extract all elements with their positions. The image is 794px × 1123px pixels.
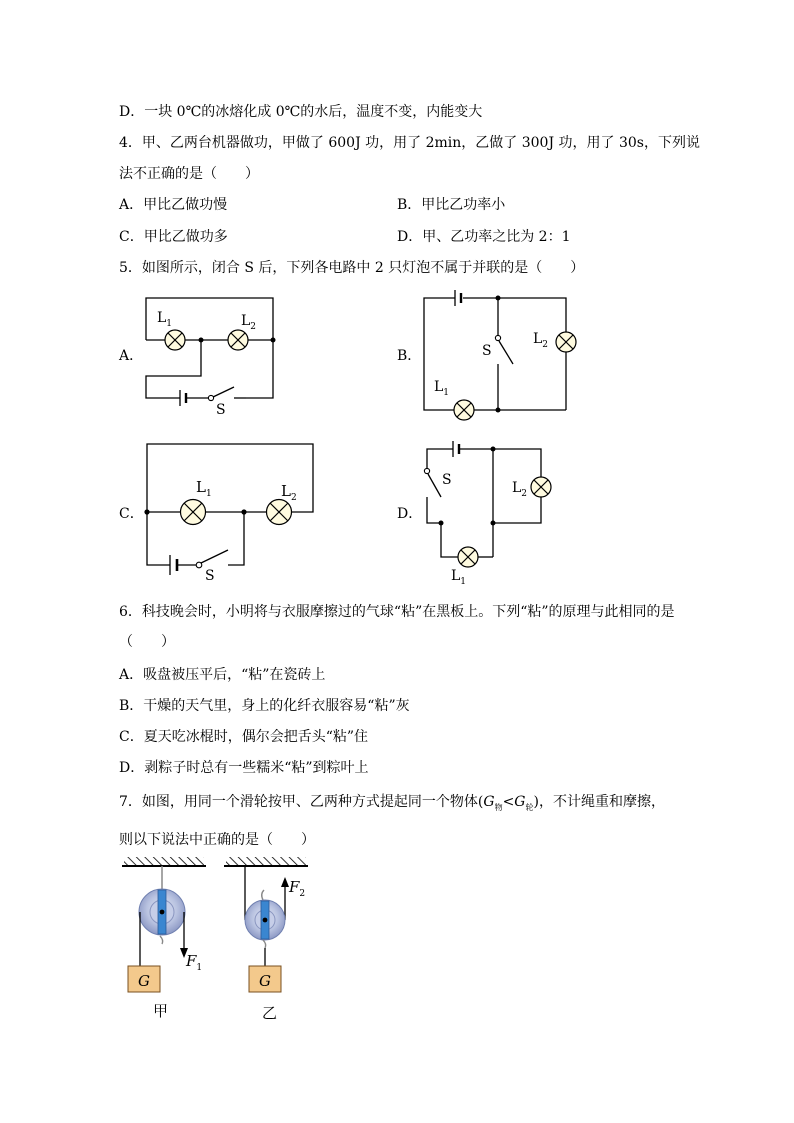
q6-option-d: D．剥粽子时总有一些糯米“粘”到粽叶上 xyxy=(119,760,369,776)
label-c-l2: $L_2$ xyxy=(281,482,297,503)
q4-option-d: D．甲、乙功率之比为 2：1 xyxy=(397,229,571,245)
switch-a-pivot xyxy=(208,395,213,400)
ceiling-yi-hatch xyxy=(226,857,306,865)
bulb-a-l1-icon xyxy=(165,330,185,350)
circuit-b xyxy=(397,290,576,420)
label-c-l1: $L_1$ xyxy=(196,478,212,499)
label-a-s: S xyxy=(216,402,226,418)
switch-d-pivot xyxy=(424,468,429,473)
q6-stem-line1: 6．科技晚会时，小明将与衣服摩擦过的气球“粘”在黑板上。下列“粘”的原理与此相同的是 xyxy=(119,604,675,620)
bulb-b-l1-icon xyxy=(454,400,474,420)
q6-option-a: A．吸盘被压平后，“粘”在瓷砖上 xyxy=(119,667,326,683)
q7-sub-lun: 轮 xyxy=(525,802,534,812)
bulb-c-l1-icon xyxy=(181,500,206,525)
switch-b-pivot xyxy=(495,335,500,340)
bulb-d-l1-icon xyxy=(458,547,478,567)
weight-jia-g: G xyxy=(138,972,150,990)
circuit-a xyxy=(118,298,276,418)
circuit-d xyxy=(397,441,551,587)
q7-stem-line2: 则以下说法中正确的是（ ） xyxy=(119,832,315,848)
bulb-b-l2-icon xyxy=(556,332,576,352)
circuit-c xyxy=(119,444,313,584)
label-b-l2: $L_2$ xyxy=(533,331,549,350)
q4-option-c: C．甲比乙做功多 xyxy=(119,229,228,245)
q7-sub-wu: 物 xyxy=(494,802,503,812)
label-b-l1: $L_1$ xyxy=(434,379,450,398)
q4-option-a: A．甲比乙做功慢 xyxy=(119,197,228,213)
label-b-s: S xyxy=(482,343,492,359)
q6-stem-line2: （ ） xyxy=(119,634,175,650)
circuit-a-label: A． xyxy=(119,348,144,364)
label-d-l2: $L_2$ xyxy=(512,480,528,499)
circuit-d-label: D． xyxy=(397,506,423,522)
q7-stem-part2: )，不计绳重和摩擦， xyxy=(533,794,665,810)
bulb-d-l2-icon xyxy=(531,477,551,497)
switch-c-blade xyxy=(201,550,228,563)
q4-stem-line1: 4．甲、乙两台机器做功，甲做了 600J 功，用了 2min，乙做了 300J 功，用了 30s，下列说 xyxy=(119,135,700,151)
weight-yi-g: G xyxy=(259,972,271,990)
switch-b-blade xyxy=(499,341,513,364)
bulb-c-l2-icon xyxy=(267,500,292,525)
bulb-a-l2-icon xyxy=(228,330,248,350)
q4-stem-line2: 法不正确的是（ ） xyxy=(119,166,259,182)
circuit-b-label: B． xyxy=(397,348,422,364)
q7-g-symbol: G xyxy=(483,794,495,810)
label-d-s: S xyxy=(442,472,452,488)
label-c-s: S xyxy=(205,568,215,584)
pulley-yi xyxy=(224,857,308,1022)
label-a-l1: $L_1$ xyxy=(157,310,173,329)
switch-d-blade xyxy=(428,474,441,497)
ceiling-jia-hatch xyxy=(124,857,204,865)
circuit-c-label: C． xyxy=(119,506,144,522)
label-a-l2: $L_2$ xyxy=(241,313,257,332)
switch-c-pivot xyxy=(196,562,202,568)
q5-stem: 5．如图所示，闭合 S 后，下列各电路中 2 只灯泡不属于并联的是（ ） xyxy=(119,260,585,276)
q7-lt: < xyxy=(502,794,515,810)
q6-option-b: B．干燥的天气里，身上的化纤衣服容易“粘”灰 xyxy=(119,698,410,714)
q7-g-symbol-2: G xyxy=(514,794,526,810)
q7-stem-part1: 7．如图，用同一个滑轮按甲、乙两种方式提起同一个物体( xyxy=(119,794,484,810)
q6-option-c: C．夏天吃冰棍时，偶尔会把舌头“粘”住 xyxy=(119,729,369,745)
q4-option-b: B．甲比乙功率小 xyxy=(397,197,506,213)
q3-option-d: D．一块 0℃的冰熔化成 0℃的水后，温度不变，内能变大 xyxy=(119,104,483,120)
force-f1-label: $F_1$ xyxy=(186,952,203,973)
force-f2-label: $F_2$ xyxy=(289,878,306,899)
label-d-l1: $L_1$ xyxy=(451,568,467,587)
label-jia: 甲 xyxy=(153,1002,169,1020)
arrow-f2-icon xyxy=(281,877,289,887)
pulley-jia xyxy=(122,857,206,1020)
switch-a-blade xyxy=(213,387,234,397)
label-yi: 乙 xyxy=(262,1004,278,1022)
